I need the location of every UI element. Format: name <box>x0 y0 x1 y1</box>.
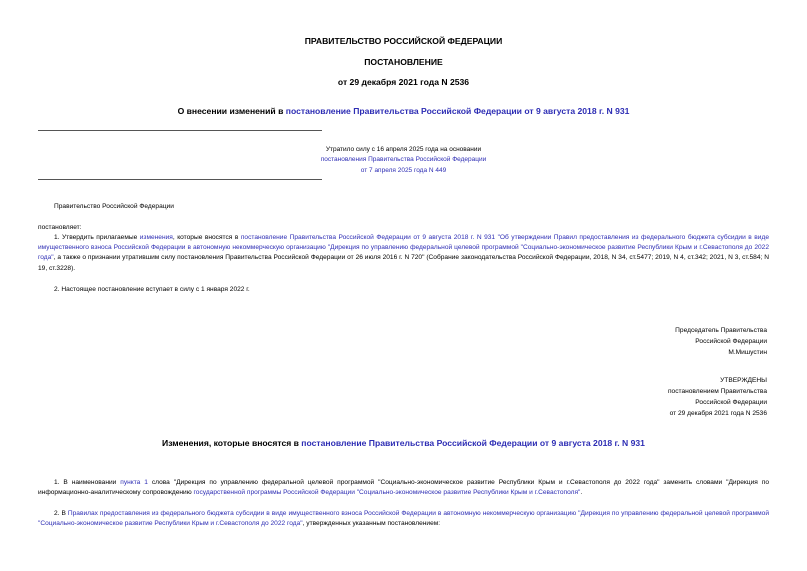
approved-date: от 29 декабря 2021 года N 2536 <box>669 410 767 417</box>
change-item-1 <box>38 478 769 498</box>
approved-by: постановлением Правительства <box>667 388 767 395</box>
approved-label: УТВЕРЖДЕНЫ <box>720 377 767 384</box>
point-1-link[interactable]: пункта 1 <box>120 479 148 486</box>
decree-title <box>0 106 807 116</box>
item2-text-1: 2. В <box>54 510 68 517</box>
p1-text-3: , а также о признании утратившим силу постановления Правительства Российской Федерации от 26 июля 2016 г. N 720" <box>53 254 425 262</box>
paragraph-2: 2. Настоящее постановление вступает в силу с 1 января 2022 г. <box>54 286 250 293</box>
state-program-link[interactable]: государственной программы Российской Федерации "Социально-экономическое развитие Республики Крым и г.Севастополя" <box>193 489 581 497</box>
validity-notice <box>0 145 807 176</box>
changes-decree-link[interactable]: постановление Правительства Российской Федерации от 9 августа 2018 г. N 931 <box>301 438 645 448</box>
government-line: Правительство Российской Федерации <box>54 203 174 210</box>
item1-text-2: слова "Дирекция по управлению федеральной целевой программой "Социально-экономическое развитие Республики Крым и г.Севастополя до 2022 года" заменить словами "Дирекция по информационно-аналитическому сопровождению <box>38 479 769 497</box>
rules-link[interactable]: Правилах предоставления из федерального бюджета субсидии в виде имущественного взноса Российской Федерации в автономную некоммерческую организацию "Дирекция по управлению федеральной целевой программой "Социально-экономическое развитие Республики Крым и г.Севастополя до 2022 года" <box>38 510 770 528</box>
changes-title <box>0 438 807 448</box>
repeal-decree-date-link[interactable]: от 7 апреля 2025 года N 449 <box>360 166 447 174</box>
paragraph-1 <box>38 233 769 274</box>
approved-country: Российской Федерации <box>695 399 767 406</box>
p1-text-4: (Собрание законодательства Российской Федерации, 2018, N 34, ст.5477; 2019, N 4, ст.342; 2021, N 3, ст.584; N 19, ст.3228). <box>38 254 769 272</box>
item1-text-3: . <box>580 489 583 497</box>
changes-link[interactable]: изменения <box>139 234 173 241</box>
validity-notice-text: Утратило силу с 16 апреля 2025 года на основании <box>325 146 482 153</box>
p1-text-2: , которые вносятся в <box>172 234 241 241</box>
signature-position: Председатель Правительства <box>675 327 767 334</box>
divider-top <box>38 130 322 131</box>
org-title: ПРАВИТЕЛЬСТВО РОССИЙСКОЙ ФЕДЕРАЦИИ <box>304 36 503 46</box>
decree-title-prefix: О внесении изменений в <box>177 106 286 116</box>
approved-block <box>668 375 767 419</box>
decree-word: постановляет: <box>38 224 82 231</box>
signature-country: Российской Федерации <box>695 338 767 345</box>
divider-bottom <box>38 179 322 180</box>
repeal-decree-link[interactable]: постановления Правительства Российской Федерации <box>320 156 487 164</box>
signature-block <box>675 325 767 358</box>
doctype-title: ПОСТАНОВЛЕНИЕ <box>364 57 443 67</box>
p1-text-1: 1. Утвердить прилагаемые <box>54 234 140 241</box>
amended-decree-link[interactable]: постановление Правительства Российской Федерации от 9 августа 2018 г. N 931 <box>285 106 630 116</box>
signature-name: М.Мишустин <box>728 349 767 356</box>
item2-text-2: , утвержденных указанным постановлением: <box>302 520 441 528</box>
change-item-2 <box>38 509 769 529</box>
changes-title-prefix: Изменения, которые вносятся в <box>162 438 302 448</box>
decree-931-link[interactable]: постановление Правительства Российской Федерации от 9 августа 2018 г. N 931 "Об утверждении Правил предоставления из федерального бюджета субсидии в виде имущественного взноса Российской Федерации в автономную некоммерческую организацию "Дирекция по управлению федеральной целевой программой "Социально-экономическое развитие Республики Крым и г.Севастополя до 2022 года" <box>38 234 769 262</box>
item1-text-1: 1. В наименовании <box>54 479 121 486</box>
decree-date: от 29 декабря 2021 года N 2536 <box>337 77 470 87</box>
